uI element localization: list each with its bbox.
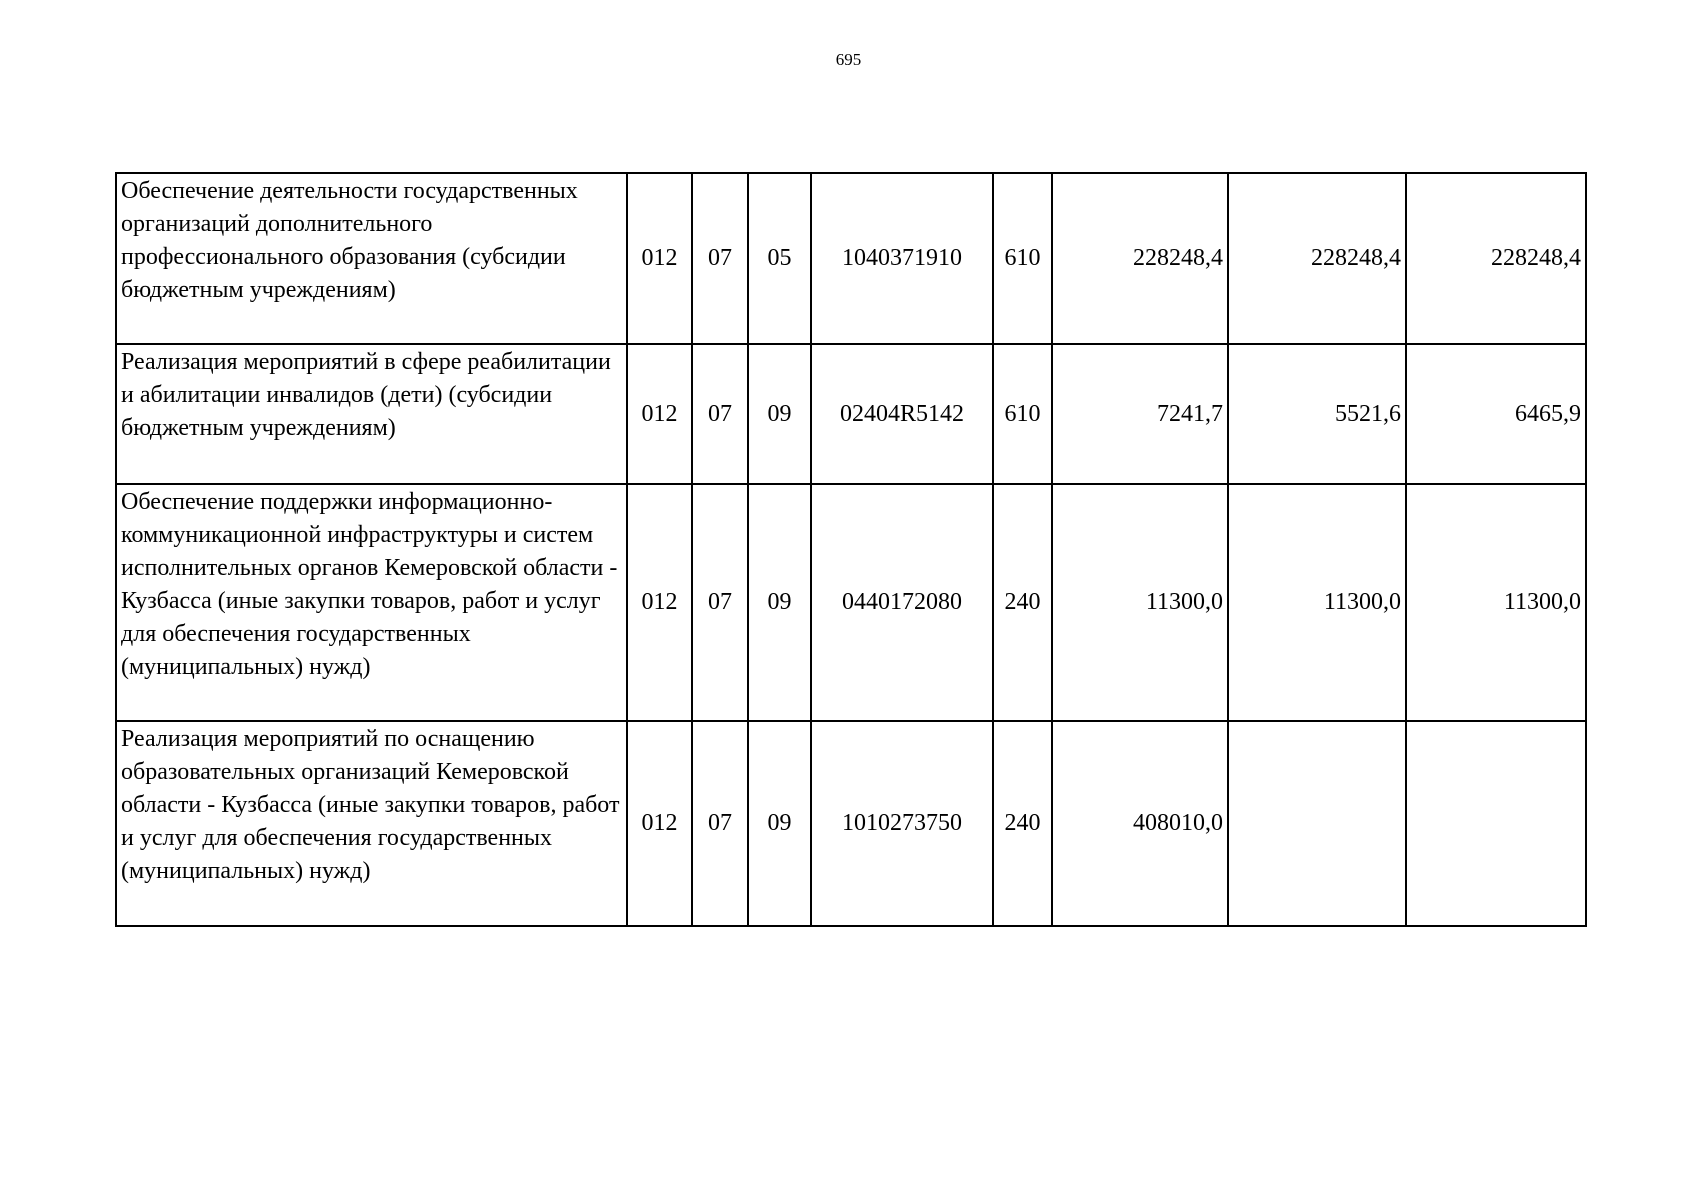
target-article-code: 1010273750 <box>811 721 993 926</box>
amount-year-2 <box>1228 721 1406 926</box>
section-code: 07 <box>692 484 748 721</box>
row-description: Реализация мероприятий по оснащению образовательных организаций Кемеровской области - Кузбасса (иные закупки товаров, работ и услуг для обеспечения государственных (муниципальных) нужд) <box>116 721 627 926</box>
table-row <box>116 344 1586 484</box>
ministry-code: 012 <box>627 484 692 721</box>
table-row <box>116 484 1586 721</box>
page-number: 695 <box>835 50 862 69</box>
amount-year-1: 11300,0 <box>1052 484 1228 721</box>
amount-year-3: 6465,9 <box>1406 344 1586 484</box>
ministry-code: 012 <box>627 344 692 484</box>
row-description: Обеспечение деятельности государственных организаций дополнительного профессионального образования (субсидии бюджетным учреждениям) <box>116 173 627 344</box>
ministry-code: 012 <box>627 721 692 926</box>
amount-year-2: 5521,6 <box>1228 344 1406 484</box>
section-code: 07 <box>692 173 748 344</box>
amount-year-2: 11300,0 <box>1228 484 1406 721</box>
expense-type-code: 610 <box>993 173 1052 344</box>
amount-year-1: 228248,4 <box>1052 173 1228 344</box>
ministry-code: 012 <box>627 173 692 344</box>
expense-type-code: 610 <box>993 344 1052 484</box>
subsection-code: 09 <box>748 344 811 484</box>
subsection-code: 09 <box>748 721 811 926</box>
budget-table <box>115 172 1587 927</box>
table-row <box>116 721 1586 926</box>
target-article-code: 02404R5142 <box>811 344 993 484</box>
subsection-code: 05 <box>748 173 811 344</box>
amount-year-3: 11300,0 <box>1406 484 1586 721</box>
section-code: 07 <box>692 721 748 926</box>
amount-year-3: 228248,4 <box>1406 173 1586 344</box>
table-row <box>116 173 1586 344</box>
amount-year-2: 228248,4 <box>1228 173 1406 344</box>
expense-type-code: 240 <box>993 721 1052 926</box>
expense-type-code: 240 <box>993 484 1052 721</box>
row-description: Реализация мероприятий в сфере реабилитации и абилитации инвалидов (дети) (субсидии бюджетным учреждениям) <box>116 344 627 484</box>
amount-year-3 <box>1406 721 1586 926</box>
subsection-code: 09 <box>748 484 811 721</box>
target-article-code: 1040371910 <box>811 173 993 344</box>
target-article-code: 0440172080 <box>811 484 993 721</box>
amount-year-1: 7241,7 <box>1052 344 1228 484</box>
section-code: 07 <box>692 344 748 484</box>
amount-year-1: 408010,0 <box>1052 721 1228 926</box>
row-description: Обеспечение поддержки информационно-коммуникационной инфраструктуры и систем исполнительных органов Кемеровской области - Кузбасса (иные закупки товаров, работ и услуг для обеспечения государственных (муниципальных) нужд) <box>116 484 627 721</box>
